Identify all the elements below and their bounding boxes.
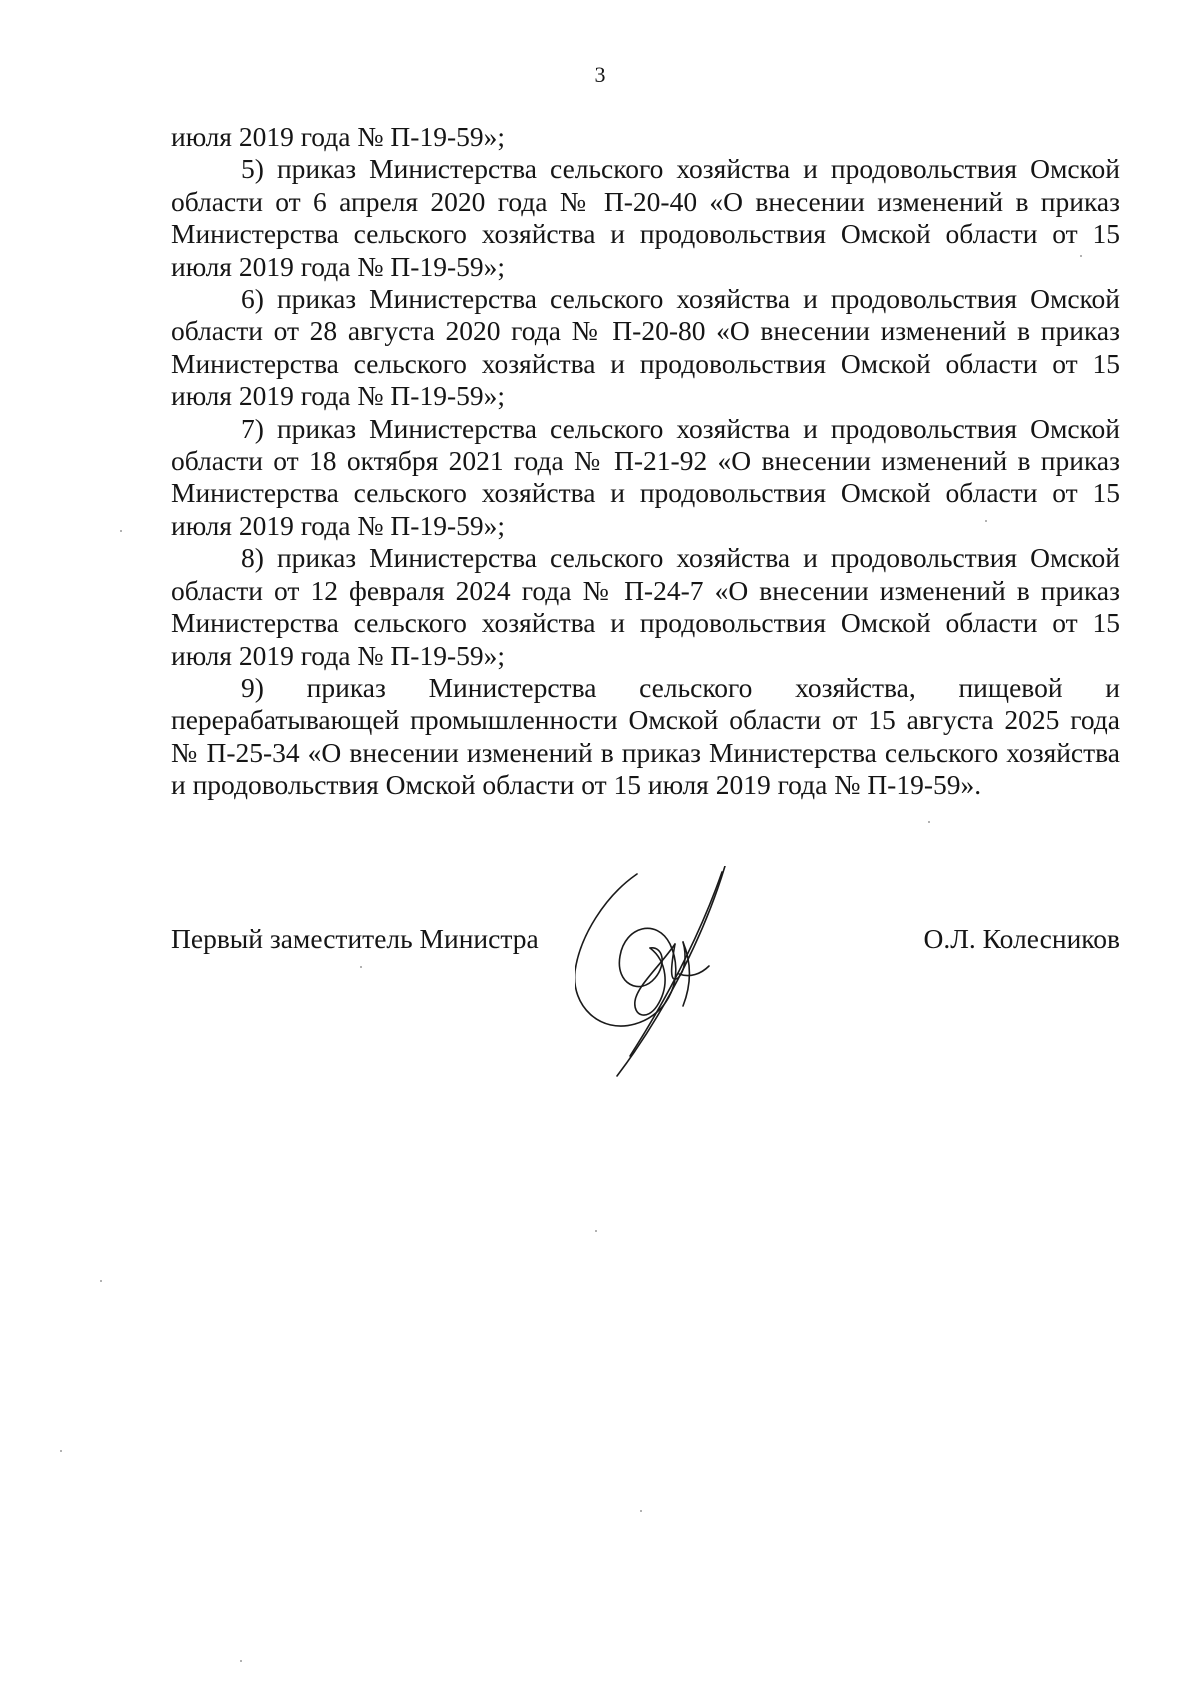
scan-speck: [1080, 255, 1082, 257]
signer-name: О.Л. Колесников: [923, 923, 1120, 954]
document-body: [171, 121, 1120, 802]
scan-speck: [985, 520, 987, 522]
handwritten-signature: [575, 866, 770, 1081]
paragraph-item-5: 5) приказ Министерства сельского хозяйства и продовольствия Омской области от 6 апреля 2020 года № П-20-40 «О внесении изменений в приказ Министерства сельского хозяйства и продовольствия Омской области от 15 июля 2019 года № П-19-59»;: [171, 153, 1120, 282]
page-number: 3: [594, 62, 606, 87]
signer-position: Первый заместитель Министра: [171, 923, 539, 954]
scan-speck: [595, 1230, 597, 1232]
paragraph-item-8: 8) приказ Министерства сельского хозяйства и продовольствия Омской области от 12 февраля 2024 года № П-24-7 «О внесении изменений в приказ Министерства сельского хозяйства и продовольствия Омской области от 15 июля 2019 года № П-19-59»;: [171, 542, 1120, 671]
scan-speck: [928, 821, 930, 823]
scan-speck: [100, 1280, 102, 1282]
scan-speck: [120, 530, 122, 532]
scan-speck: [640, 1510, 642, 1512]
scan-speck: [60, 1450, 62, 1452]
paragraph-item-7: 7) приказ Министерства сельского хозяйства и продовольствия Омской области от 18 октября 2021 года № П-21-92 «О внесении изменений в приказ Министерства сельского хозяйства и продовольствия Омской области от 15 июля 2019 года № П-19-59»;: [171, 412, 1120, 541]
scan-speck: [240, 1660, 242, 1662]
paragraph-item-9: 9) приказ Министерства сельского хозяйства, пищевой и перерабатывающей промышленности Омской области от 15 августа 2025 года № П-25-34 «О внесении изменений в приказ Министерства сельского хозяйства и продовольствия Омской области от 15 июля 2019 года № П-19-59».: [171, 671, 1120, 801]
paragraph-continuation: июля 2019 года № П-19-59»;: [171, 121, 506, 152]
scan-speck: [360, 966, 362, 968]
paragraph-item-6: 6) приказ Министерства сельского хозяйства и продовольствия Омской области от 28 августа 2020 года № П-20-80 «О внесении изменений в приказ Министерства сельского хозяйства и продовольствия Омской области от 15 июля 2019 года № П-19-59»;: [171, 283, 1120, 412]
